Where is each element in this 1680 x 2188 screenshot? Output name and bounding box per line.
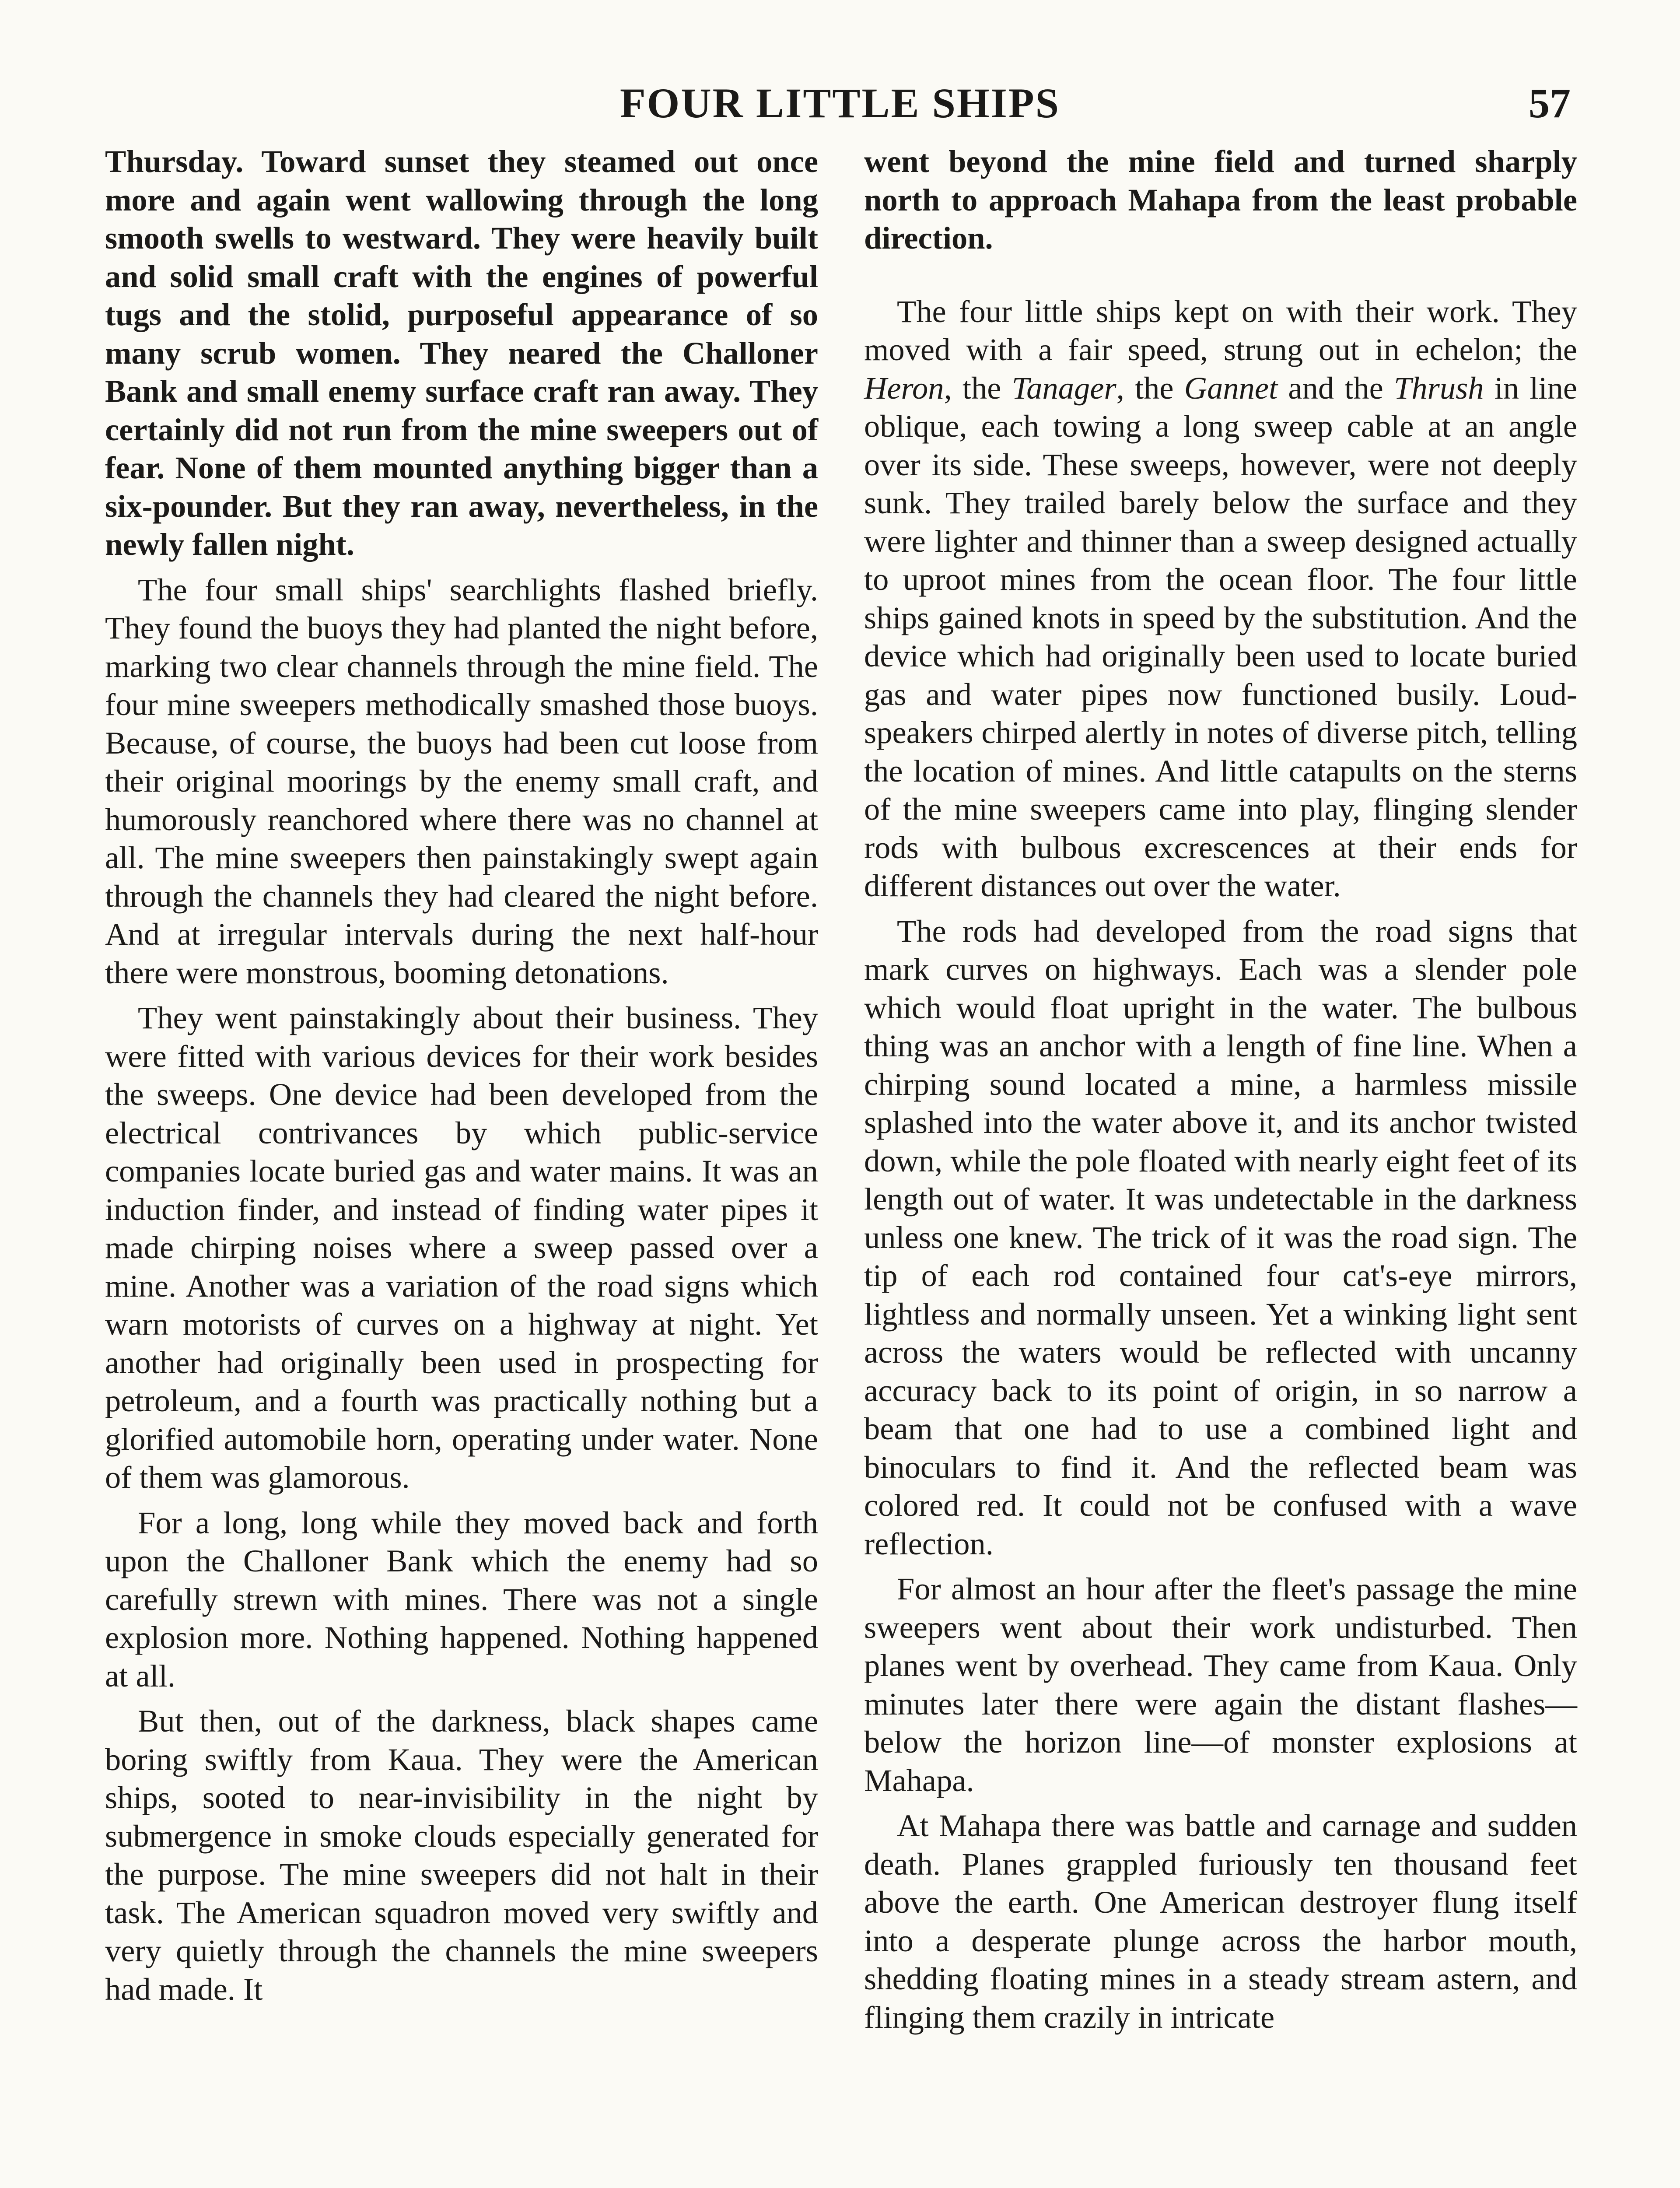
text-run: , the bbox=[1116, 370, 1184, 406]
paragraph: The rods had developed from the road signs that mark curves on highways. Each was a slender pole which would float upright in the water. The bulbous thing was an anchor with a length of fine line. When a chirping sound located a mine, a harmless missile splashed into the water above it, and its anchor twisted down, while the pole floated with nearly eight feet of its length out of water. It was undetectable in the darkness unless one knew. The trick of it was the road sign. The tip of each rod contained four cat's-eye mirrors, lightless and normally unseen. Yet a winking light sent across the waters would be reflected with uncanny accuracy back to its point of origin, in so narrow a beam that one had to use a combined light and binoculars to find it. And the reflected beam was colored red. It could not be confused with a wave reflection. bbox=[864, 913, 1577, 1561]
page-number: 57 bbox=[1529, 80, 1571, 126]
ship-name-gannet: Gannet bbox=[1184, 370, 1278, 406]
left-column bbox=[105, 142, 818, 2015]
paragraph: Thursday. Toward sunset they steamed out once more and again went wallowing through the long smooth swells to westward. They were heavily built and solid small craft with the engines of powerful tugs and the stolid, purposeful appearance of so many scrub women. They neared the Challoner Bank and small enemy surface craft ran away. They certainly did not run from the mine sweepers out of fear. None of them mounted anything bigger than a six-pounder. But they ran away, nevertheless, in the newly fallen night. bbox=[105, 144, 818, 562]
text-run: The four little ships kept on with their work. They moved with a fair speed, strung out in echelon; the bbox=[864, 293, 1577, 367]
paragraph: At Mahapa there was battle and carnage and sudden death. Planes grappled furiously ten thousand feet above the earth. One American destroyer flung itself into a desperate plunge across the harbor mouth, shedding floating mines in a steady stream astern, and flinging them crazily in intricate bbox=[864, 1808, 1577, 2035]
paragraph: For almost an hour after the fleet's passage the mine sweepers went about their work undisturbed. Then planes went by overhead. They came from Kaua. Only minutes later there were again the distant flashes—below the horizon line—of monster explosions at Mahapa. bbox=[864, 1571, 1577, 1798]
text-run: in line oblique, each towing a long sweep cable at an angle over its side. These sweeps, however, were not deeply sunk. They trailed barely below the surface and they were lighter and thinner than a sweep designed actually to uproot mines from the ocean floor. The four little ships gained knots in speed by the substitution. And the device which had originally been used to locate buried gas and water pipes now functioned busily. Loud-speakers chirped alertly in notes of diverse pitch, telling the location of mines. And little catapults on the sterns of the mine sweepers came into play, flinging slender rods with bulbous excrescences at their ends for different distances out over the water. bbox=[864, 370, 1578, 903]
text-run: and the bbox=[1278, 370, 1394, 406]
paragraph: went beyond the mine field and turned sharply north to approach Mahapa from the least probable direction. bbox=[864, 144, 1577, 256]
right-column bbox=[864, 142, 1577, 2043]
ship-name-thrush: Thrush bbox=[1394, 370, 1484, 406]
ship-name-tanager: Tanager bbox=[1012, 370, 1116, 406]
paragraph: They went painstakingly about their business. They were fitted with various devices for their work besides the sweeps. One device had been developed from the electrical contrivances by which public-service companies locate buried gas and water mains. It was an induction finder, and instead of finding water pipes it made chirping noises where a sweep passed over a mine. Another was a variation of the road signs which warn motorists of curves on a highway at night. Yet another had originally been used in prospecting for petroleum, and a fourth was practically nothing but a glorified automobile horn, operating under water. None of them was glamorous. bbox=[105, 1000, 818, 1495]
paragraph: The four small ships' searchlights flashed briefly. They found the buoys they had planted the night before, marking two clear channels through the mine field. The four mine sweepers methodically smashed those buoys. Because, of course, the buoys had been cut loose from their original moorings by the enemy small craft, and humorously reanchored where there was no channel at all. The mine sweepers then painstakingly swept again through the channels they had cleared the night before. And at irregular intervals during the next half-hour there were monstrous, booming detonations. bbox=[105, 572, 818, 990]
ship-name-heron: Heron bbox=[864, 370, 944, 406]
paragraph: But then, out of the darkness, black shapes came boring swiftly from Kaua. They were the American ships, sooted to near-invisibility in the night by submergence in smoke clouds especially generated for the purpose. The mine sweepers did not halt in their task. The American squadron moved very swiftly and very quietly through the channels the mine sweepers had made. It bbox=[105, 1703, 818, 2007]
page-header bbox=[105, 70, 1575, 136]
paragraph bbox=[864, 292, 1577, 905]
paragraph: For a long, long while they moved back and forth upon the Challoner Bank which the enemy had so carefully strewn with mines. There was not a single explosion more. Nothing happened. Nothing happened at all. bbox=[105, 1504, 818, 1694]
text-run: , the bbox=[944, 370, 1012, 406]
running-title: FOUR LITTLE SHIPS bbox=[620, 80, 1060, 126]
